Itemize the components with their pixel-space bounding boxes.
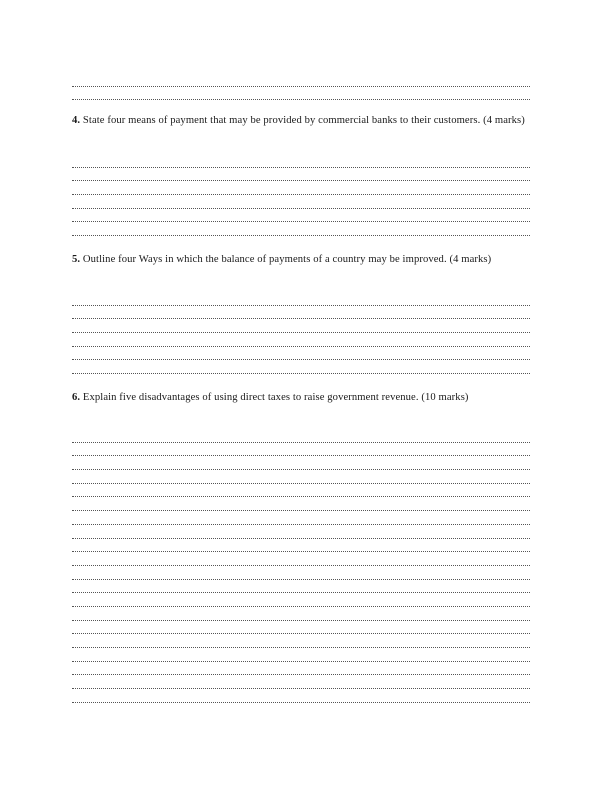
answer-line[interactable] (72, 456, 530, 470)
answer-line[interactable] (72, 566, 530, 580)
question-5 (72, 253, 532, 266)
answer-line[interactable] (72, 689, 530, 703)
answer-lines-question-5 (72, 292, 530, 374)
exam-page (72, 0, 532, 792)
answer-line[interactable] (72, 648, 530, 662)
answer-line[interactable] (72, 154, 530, 168)
answer-lines-question-4 (72, 154, 530, 236)
question-6-text: Explain five disadvantages of using direct taxes to raise government revenue. (10 marks) (82, 392, 469, 403)
answer-line[interactable] (72, 552, 530, 566)
answer-line[interactable] (72, 347, 530, 361)
answer-line[interactable] (72, 525, 530, 539)
question-6-number: 6. (72, 392, 81, 403)
answer-line[interactable] (72, 360, 530, 374)
answer-line[interactable] (72, 539, 530, 553)
answer-line[interactable] (72, 511, 530, 525)
answer-line[interactable] (72, 470, 530, 484)
answer-line[interactable] (72, 429, 530, 443)
answer-line[interactable] (72, 306, 530, 320)
answer-line[interactable] (72, 181, 530, 195)
question-5-text: Outline four Ways in which the balance of payments of a country may be improved. (4 marks) (82, 254, 492, 265)
answer-line[interactable] (72, 593, 530, 607)
question-6 (72, 391, 532, 404)
answer-line[interactable] (72, 333, 530, 347)
answer-line[interactable] (72, 621, 530, 635)
answer-line[interactable] (72, 87, 530, 101)
question-4-text: State four means of payment that may be provided by commercial banks to their customers. (4 marks) (82, 115, 525, 126)
answer-line[interactable] (72, 675, 530, 689)
answer-line[interactable] (72, 497, 530, 511)
answer-lines-previous (72, 73, 530, 100)
answer-line[interactable] (72, 662, 530, 676)
answer-line[interactable] (72, 73, 530, 87)
answer-line[interactable] (72, 195, 530, 209)
question-4 (72, 114, 532, 127)
answer-line[interactable] (72, 443, 530, 457)
answer-lines-question-6 (72, 429, 530, 703)
answer-line[interactable] (72, 580, 530, 594)
question-5-number: 5. (72, 254, 81, 265)
answer-line[interactable] (72, 484, 530, 498)
answer-line[interactable] (72, 222, 530, 236)
answer-line[interactable] (72, 292, 530, 306)
answer-line[interactable] (72, 209, 530, 223)
question-4-number: 4. (72, 115, 81, 126)
answer-line[interactable] (72, 319, 530, 333)
answer-line[interactable] (72, 634, 530, 648)
answer-line[interactable] (72, 168, 530, 182)
answer-line[interactable] (72, 607, 530, 621)
